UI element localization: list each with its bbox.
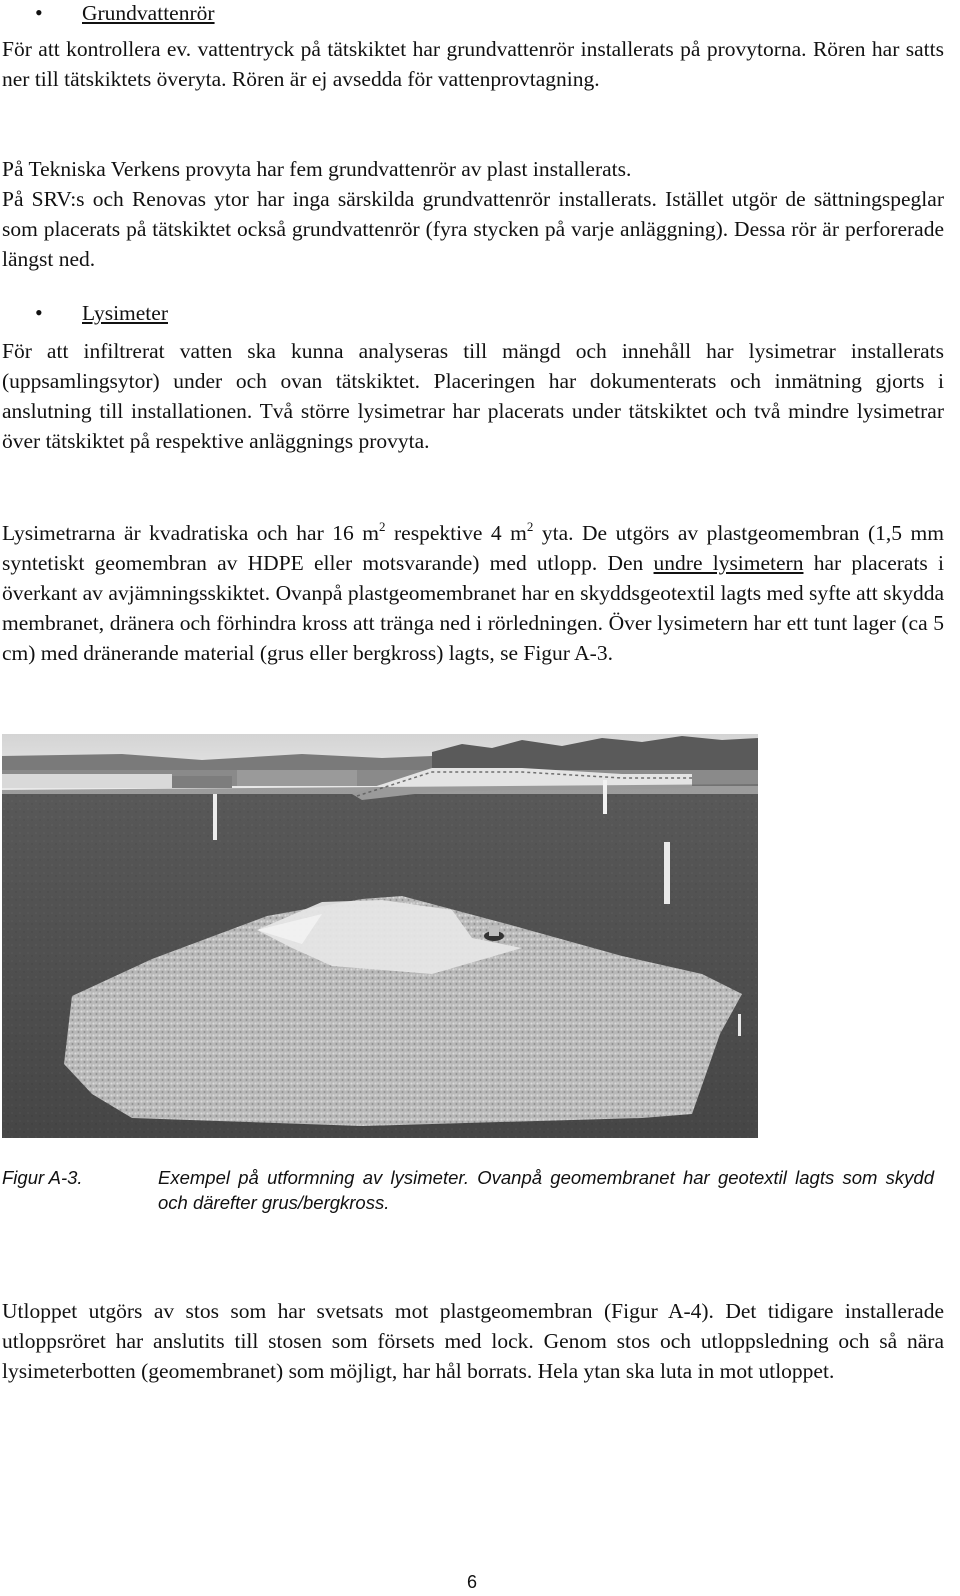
paragraph-tekniska-verken: På Tekniska Verkens provyta har fem grundvattenrör av plast installerats. [2, 157, 632, 181]
paragraph-lysimeter-detail: Lysimetrarna är kvadratiska och har 16 $m^2$ respektive 4 $m^2$ yta. De utgörs av plastgeomembran (1,5 mm syntetiskt geomembran av HDPE eller motsvarande) med utlopp. Den undre lysimetern har placerats i överkant av avjämningsskiktet. Ovanpå plastgeomembranet har en skyddsgeotextil lagts med syfte att skydda membranet, dränera och förhindra kross att tränga ned i rörledningen. Över lysimetern har ett tunt lager (ca 5 cm) med dränerande material (grus eller bergkross) lagts, se Figur A-3. [2, 519, 945, 665]
heading-grundvattenror: Grundvattenrör [82, 1, 215, 25]
paragraph-utloppet: Utloppet utgörs av stos som har svetsats mot plastgeomembran (Figur A-4). Det tidigare installerade utloppsröret har anslutits till stosen som försets med lock. Genom stos och utloppsledning och så nära lysimeterbotten (geomembranet) som möjligt, har hål borrats. Hela ytan ska luta in mot utloppet. [2, 1299, 944, 1383]
bullet: • [35, 0, 43, 25]
lysimeter-photo [2, 734, 758, 1138]
paragraph-grundvatten-intro: För att kontrollera ev. vattentryck på tätskiktet har grundvattenrör installerats på provytorna. Rören har satts ner till tätskiktets överyta. Rören är ej avsedda för vattenprovtagning. [2, 37, 944, 91]
paragraph-srv-renova: På SRV:s och Renovas ytor har inga särskilda grundvattenrör installerats. Istället utgör de sättningspeglar som placerats på tätskiktet också grundvattenrör (fyra stycken på varje anläggning). Dessa rör är perforerade längst ned. [2, 187, 944, 271]
page-number: 6 [466, 1572, 477, 1592]
underlined-undre-lysimetern: undre lysimetern [653, 551, 804, 575]
figure-caption: Exempel på utformning av lysimeter. Ovanpå geomembranet har geotextil lagts som skydd och därefter grus/bergkross. [158, 1167, 934, 1213]
bullet: • [35, 300, 43, 325]
paragraph-lysimeter-intro: För att infiltrerat vatten ska kunna analyseras till mängd och innehåll har lysimetrar installerats (uppsamlingsytor) under och ovan tätskiktet. Placeringen har dokumenterats och inmätning gjorts i anslutning till installationen. Två större lysimetrar har placerats under tätskiktet och två mindre lysimetrar över tätskiktet på respektive anläggnings provyta. [2, 339, 944, 453]
heading-lysimeter: Lysimeter [82, 301, 168, 325]
figure-label: Figur A-3. [2, 1167, 83, 1188]
